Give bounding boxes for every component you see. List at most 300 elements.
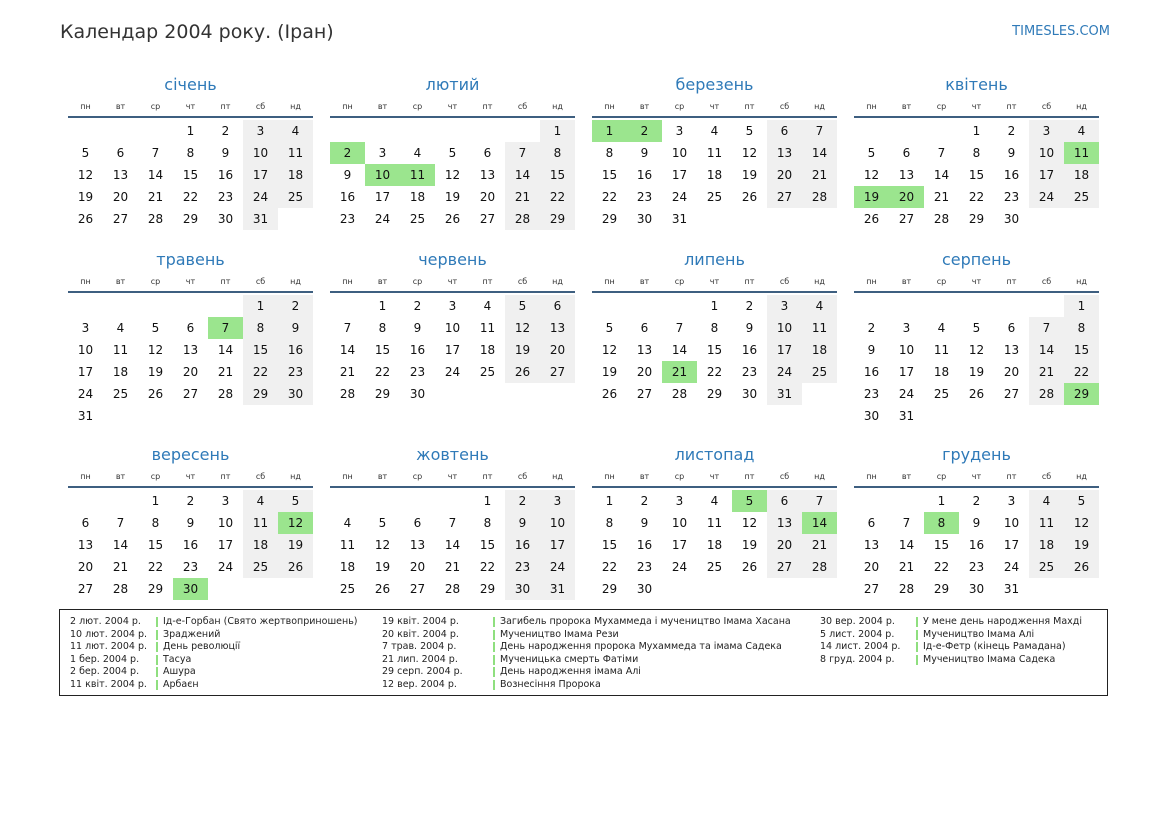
day-cell: 29 <box>182 212 199 226</box>
day-cell: 13 <box>767 142 802 164</box>
day-cell: 12 <box>1064 512 1099 534</box>
day-cell: 2 <box>867 321 876 335</box>
day-cell: 27 <box>479 212 496 226</box>
holiday-day: 5 <box>732 490 767 512</box>
day-cell: 30 <box>278 383 313 405</box>
day-cell: 3 <box>448 299 457 313</box>
day-cell: 19 <box>968 365 985 379</box>
weekday-label: чт <box>185 102 196 111</box>
weekday-label: пт <box>482 472 493 481</box>
holiday-marker <box>493 642 495 652</box>
day-cell: 12 <box>444 168 461 182</box>
day-cell: 9 <box>745 321 754 335</box>
day-cell: 22 <box>601 190 618 204</box>
weekday-label: чт <box>709 102 720 111</box>
day-cell: 27 <box>898 212 915 226</box>
day-cell: 4 <box>937 321 946 335</box>
day-cell: 24 <box>217 560 234 574</box>
day-cell: 26 <box>741 560 758 574</box>
day-cell: 27 <box>409 582 426 596</box>
weekday-label: пн <box>604 102 615 111</box>
day-cell: 10 <box>767 317 802 339</box>
day-cell: 25 <box>479 365 496 379</box>
weekday-label: ср <box>412 277 423 286</box>
day-cell: 1 <box>710 299 719 313</box>
day-cell: 26 <box>863 212 880 226</box>
day-cell: 15 <box>479 538 496 552</box>
weekday-label: вт <box>115 472 126 481</box>
month-rule <box>68 291 313 293</box>
weekday-label: вт <box>377 277 388 286</box>
day-cell: 9 <box>972 516 981 530</box>
day-cell: 18 <box>933 365 950 379</box>
day-cell: 20 <box>863 560 880 574</box>
day-cell: 12 <box>374 538 391 552</box>
day-cell: 9 <box>221 146 230 160</box>
holiday-day: 12 <box>278 512 313 534</box>
day-cell: 18 <box>479 343 496 357</box>
day-cell: 25 <box>706 190 723 204</box>
day-cell: 28 <box>671 387 688 401</box>
day-cell: 10 <box>898 343 915 357</box>
day-cell: 11 <box>706 516 723 530</box>
day-cell: 2 <box>505 490 540 512</box>
weekday-label: ср <box>674 277 685 286</box>
day-cell: 18 <box>278 164 313 186</box>
day-cell: 24 <box>374 212 391 226</box>
day-cell: 8 <box>605 146 614 160</box>
weekday-label: пт <box>1006 277 1017 286</box>
day-cell: 30 <box>968 582 985 596</box>
day-cell: 2 <box>640 494 649 508</box>
day-cell: 23 <box>217 190 234 204</box>
day-cell: 22 <box>601 560 618 574</box>
day-cell: 13 <box>409 538 426 552</box>
day-cell: 15 <box>933 538 950 552</box>
day-cell: 12 <box>741 516 758 530</box>
weekday-label: пт <box>482 102 493 111</box>
day-cell: 29 <box>601 582 618 596</box>
day-cell: 3 <box>243 120 278 142</box>
day-cell: 17 <box>374 190 391 204</box>
day-cell: 24 <box>671 560 688 574</box>
day-cell: 18 <box>409 190 426 204</box>
day-cell: 25 <box>278 186 313 208</box>
holiday-day: 14 <box>802 512 837 534</box>
day-cell: 22 <box>933 560 950 574</box>
weekday-label: чт <box>185 472 196 481</box>
day-cell: 20 <box>767 534 802 556</box>
day-cell: 26 <box>147 387 164 401</box>
page-title: Календар 2004 року. (Іран) <box>60 21 334 43</box>
day-cell: 4 <box>243 490 278 512</box>
weekday-label: пт <box>744 472 755 481</box>
day-cell: 23 <box>505 556 540 578</box>
day-cell: 9 <box>278 317 313 339</box>
day-cell: 3 <box>81 321 90 335</box>
holiday-day: 29 <box>1064 383 1099 405</box>
day-cell: 5 <box>972 321 981 335</box>
day-cell: 22 <box>147 560 164 574</box>
day-cell: 29 <box>479 582 496 596</box>
day-cell: 6 <box>483 146 492 160</box>
month-name: квітень <box>945 75 1008 94</box>
month-2 <box>330 75 575 255</box>
day-cell: 9 <box>640 516 649 530</box>
day-cell: 2 <box>413 299 422 313</box>
holiday-date: 2 лют. 2004 р. <box>70 616 141 627</box>
day-cell: 22 <box>374 365 391 379</box>
day-cell: 6 <box>413 516 422 530</box>
weekday-label: вт <box>377 472 388 481</box>
weekday-label: пн <box>866 277 877 286</box>
weekday-label: сб <box>255 102 266 111</box>
weekday-label: нд <box>814 472 825 481</box>
day-cell: 28 <box>802 556 837 578</box>
day-cell: 23 <box>278 361 313 383</box>
month-12 <box>854 445 1099 625</box>
day-cell: 16 <box>505 534 540 556</box>
month-4 <box>854 75 1099 255</box>
day-cell: 8 <box>1064 317 1099 339</box>
day-cell: 20 <box>409 560 426 574</box>
day-cell: 25 <box>112 387 129 401</box>
day-cell: 5 <box>745 124 754 138</box>
day-cell: 21 <box>505 186 540 208</box>
holiday-day: 11 <box>1064 142 1099 164</box>
day-cell: 4 <box>1064 120 1099 142</box>
day-cell: 13 <box>863 538 880 552</box>
day-cell: 4 <box>1029 490 1064 512</box>
month-name: серпень <box>942 250 1011 269</box>
weekday-label: ср <box>150 102 161 111</box>
weekday-label: сб <box>779 472 790 481</box>
day-cell: 22 <box>243 361 278 383</box>
day-cell: 5 <box>81 146 90 160</box>
day-cell: 30 <box>217 212 234 226</box>
holiday-date: 5 лист. 2004 р. <box>820 628 895 640</box>
holiday-date: 7 трав. 2004 р. <box>382 641 457 653</box>
holiday-date: 30 вер. 2004 р. <box>820 616 895 627</box>
day-cell: 22 <box>479 560 496 574</box>
holiday-date: 11 лют. 2004 р. <box>70 641 147 653</box>
holiday-marker <box>156 642 158 652</box>
day-cell: 2 <box>221 124 230 138</box>
weekday-label: ср <box>936 472 947 481</box>
day-cell: 22 <box>968 190 985 204</box>
day-cell: 1 <box>1064 295 1099 317</box>
day-cell: 17 <box>671 168 688 182</box>
day-cell: 26 <box>77 212 94 226</box>
day-cell: 18 <box>1064 164 1099 186</box>
day-cell: 26 <box>601 387 618 401</box>
holiday-name: Мучеництво Імама Алі <box>923 628 1035 640</box>
day-cell: 4 <box>343 516 352 530</box>
day-cell: 16 <box>741 343 758 357</box>
day-cell: 17 <box>217 538 234 552</box>
day-cell: 14 <box>147 168 164 182</box>
day-cell: 10 <box>217 516 234 530</box>
month-rule <box>592 291 837 293</box>
day-cell: 31 <box>1003 582 1020 596</box>
day-cell: 7 <box>448 516 457 530</box>
day-cell: 21 <box>147 190 164 204</box>
day-cell: 13 <box>767 512 802 534</box>
day-cell: 27 <box>863 582 880 596</box>
holiday-date: 11 квіт. 2004 р. <box>70 678 147 690</box>
month-rule <box>68 486 313 488</box>
day-cell: 3 <box>675 494 684 508</box>
weekday-label: ср <box>936 277 947 286</box>
holiday-marker <box>916 630 918 640</box>
day-cell: 15 <box>1064 339 1099 361</box>
day-cell: 30 <box>863 409 880 423</box>
day-cell: 20 <box>77 560 94 574</box>
day-cell: 15 <box>374 343 391 357</box>
day-cell: 19 <box>741 538 758 552</box>
day-cell: 14 <box>112 538 129 552</box>
holiday-date: 20 квіт. 2004 р. <box>382 628 459 640</box>
day-cell: 15 <box>540 164 575 186</box>
day-cell: 26 <box>505 361 540 383</box>
day-cell: 1 <box>937 494 946 508</box>
holiday-day: 20 <box>889 186 924 208</box>
day-cell: 15 <box>147 538 164 552</box>
day-cell: 24 <box>671 190 688 204</box>
holiday-name: День народження пророка Мухаммеда та імама Садека <box>500 641 782 653</box>
day-cell: 9 <box>640 146 649 160</box>
day-cell: 23 <box>1003 190 1020 204</box>
day-cell: 18 <box>1029 534 1064 556</box>
day-cell: 19 <box>77 190 94 204</box>
day-cell: 19 <box>278 534 313 556</box>
day-cell: 7 <box>1029 317 1064 339</box>
day-cell: 1 <box>605 494 614 508</box>
day-cell: 27 <box>1003 387 1020 401</box>
day-cell: 4 <box>710 494 719 508</box>
month-name: грудень <box>942 445 1011 464</box>
holiday-date: 21 лип. 2004 р. <box>382 653 458 665</box>
day-cell: 6 <box>867 516 876 530</box>
weekday-label: пн <box>342 277 353 286</box>
day-cell: 6 <box>767 490 802 512</box>
day-cell: 10 <box>243 142 278 164</box>
day-cell: 11 <box>933 343 950 357</box>
day-cell: 24 <box>1029 186 1064 208</box>
holiday-day: 2 <box>627 120 662 142</box>
day-cell: 10 <box>671 146 688 160</box>
day-cell: 17 <box>444 343 461 357</box>
day-cell: 20 <box>112 190 129 204</box>
day-cell: 19 <box>505 339 540 361</box>
weekday-label: нд <box>290 102 301 111</box>
weekday-label: нд <box>1076 277 1087 286</box>
day-cell: 14 <box>802 142 837 164</box>
day-cell: 17 <box>1003 538 1020 552</box>
day-cell: 7 <box>675 321 684 335</box>
day-cell: 16 <box>217 168 234 182</box>
holiday-date: 10 лют. 2004 р. <box>70 628 147 640</box>
day-cell: 28 <box>112 582 129 596</box>
day-cell: 10 <box>1029 142 1064 164</box>
day-cell: 21 <box>802 164 837 186</box>
day-cell: 28 <box>933 212 950 226</box>
weekday-label: сб <box>1041 102 1052 111</box>
day-cell: 13 <box>636 343 653 357</box>
day-cell: 20 <box>182 365 199 379</box>
day-cell: 6 <box>767 120 802 142</box>
holiday-name: Мучеництво Імама Садека <box>923 653 1056 665</box>
day-cell: 16 <box>182 538 199 552</box>
day-cell: 6 <box>640 321 649 335</box>
day-cell: 16 <box>278 339 313 361</box>
day-cell: 7 <box>902 516 911 530</box>
day-cell: 31 <box>243 208 278 230</box>
day-cell: 29 <box>968 212 985 226</box>
day-cell: 19 <box>741 168 758 182</box>
day-cell: 28 <box>1029 383 1064 405</box>
day-cell: 11 <box>243 512 278 534</box>
day-cell: 6 <box>1007 321 1016 335</box>
weekday-label: нд <box>290 472 301 481</box>
day-cell: 5 <box>151 321 160 335</box>
weekday-label: нд <box>290 277 301 286</box>
month-name: червень <box>418 250 487 269</box>
day-cell: 14 <box>217 343 234 357</box>
weekday-label: чт <box>709 277 720 286</box>
day-cell: 22 <box>540 186 575 208</box>
day-cell: 20 <box>1003 365 1020 379</box>
holiday-marker <box>156 667 158 677</box>
holiday-date: 12 вер. 2004 р. <box>382 678 457 690</box>
month-9 <box>68 445 313 625</box>
weekday-label: сб <box>255 472 266 481</box>
day-cell: 14 <box>671 343 688 357</box>
weekday-label: сб <box>779 102 790 111</box>
day-cell: 10 <box>1003 516 1020 530</box>
holiday-marker <box>156 617 158 627</box>
month-11 <box>592 445 837 625</box>
day-cell: 21 <box>339 365 356 379</box>
weekday-label: сб <box>517 277 528 286</box>
holiday-marker <box>156 680 158 690</box>
weekday-label: нд <box>552 102 563 111</box>
holiday-marker <box>493 667 495 677</box>
weekday-label: нд <box>1076 102 1087 111</box>
weekday-label: ср <box>936 102 947 111</box>
day-cell: 20 <box>479 190 496 204</box>
day-cell: 18 <box>706 538 723 552</box>
holiday-marker <box>916 655 918 665</box>
day-cell: 24 <box>767 361 802 383</box>
day-cell: 24 <box>243 186 278 208</box>
day-cell: 3 <box>902 321 911 335</box>
day-cell: 1 <box>378 299 387 313</box>
day-cell: 8 <box>710 321 719 335</box>
day-cell: 17 <box>540 534 575 556</box>
weekday-label: чт <box>185 277 196 286</box>
weekday-label: сб <box>517 102 528 111</box>
holiday-legend <box>59 609 1108 696</box>
weekday-label: нд <box>552 472 563 481</box>
holiday-name: День народження імама Алі <box>500 666 641 678</box>
day-cell: 14 <box>444 538 461 552</box>
day-cell: 8 <box>378 321 387 335</box>
day-cell: 10 <box>77 343 94 357</box>
weekday-label: вт <box>901 102 912 111</box>
day-cell: 3 <box>221 494 230 508</box>
holiday-day: 30 <box>173 578 208 600</box>
month-rule <box>592 116 837 118</box>
weekday-label: вт <box>115 277 126 286</box>
holiday-name: Вознесіння Пророка <box>500 678 601 690</box>
day-cell: 3 <box>1007 494 1016 508</box>
day-cell: 9 <box>867 343 876 357</box>
month-rule <box>330 116 575 118</box>
day-cell: 22 <box>1064 361 1099 383</box>
day-cell: 12 <box>77 168 94 182</box>
day-cell: 31 <box>77 409 94 423</box>
day-cell: 15 <box>706 343 723 357</box>
day-cell: 6 <box>902 146 911 160</box>
holiday-date: 19 квіт. 2004 р. <box>382 616 459 627</box>
day-cell: 28 <box>505 208 540 230</box>
month-rule <box>854 291 1099 293</box>
day-cell: 18 <box>339 560 356 574</box>
day-cell: 21 <box>444 560 461 574</box>
day-cell: 16 <box>636 538 653 552</box>
month-rule <box>68 116 313 118</box>
weekday-label: нд <box>1076 472 1087 481</box>
day-cell: 8 <box>186 146 195 160</box>
day-cell: 25 <box>243 556 278 578</box>
day-cell: 16 <box>968 538 985 552</box>
weekday-label: чт <box>971 277 982 286</box>
day-cell: 13 <box>479 168 496 182</box>
month-3 <box>592 75 837 255</box>
holiday-day: 1 <box>592 120 627 142</box>
day-cell: 17 <box>767 339 802 361</box>
weekday-label: чт <box>709 472 720 481</box>
weekday-label: сб <box>1041 277 1052 286</box>
day-cell: 3 <box>540 490 575 512</box>
day-cell: 23 <box>636 190 653 204</box>
day-cell: 5 <box>505 295 540 317</box>
day-cell: 3 <box>1029 120 1064 142</box>
day-cell: 24 <box>1003 560 1020 574</box>
day-cell: 9 <box>413 321 422 335</box>
holiday-day: 19 <box>854 186 889 208</box>
day-cell: 14 <box>933 168 950 182</box>
day-cell: 18 <box>112 365 129 379</box>
holiday-name: День революції <box>163 641 241 653</box>
holiday-date: 2 бер. 2004 р. <box>70 666 140 678</box>
day-cell: 16 <box>863 365 880 379</box>
day-cell: 15 <box>182 168 199 182</box>
day-cell: 19 <box>147 365 164 379</box>
day-cell: 3 <box>675 124 684 138</box>
month-6 <box>330 250 575 430</box>
weekday-label: нд <box>814 277 825 286</box>
day-cell: 25 <box>1029 556 1064 578</box>
holiday-marker <box>493 655 495 665</box>
day-cell: 4 <box>483 299 492 313</box>
site-link[interactable]: TIMESLES.COM <box>1012 24 1110 39</box>
holiday-marker <box>493 680 495 690</box>
day-cell: 27 <box>767 556 802 578</box>
month-10 <box>330 445 575 625</box>
day-cell: 5 <box>448 146 457 160</box>
